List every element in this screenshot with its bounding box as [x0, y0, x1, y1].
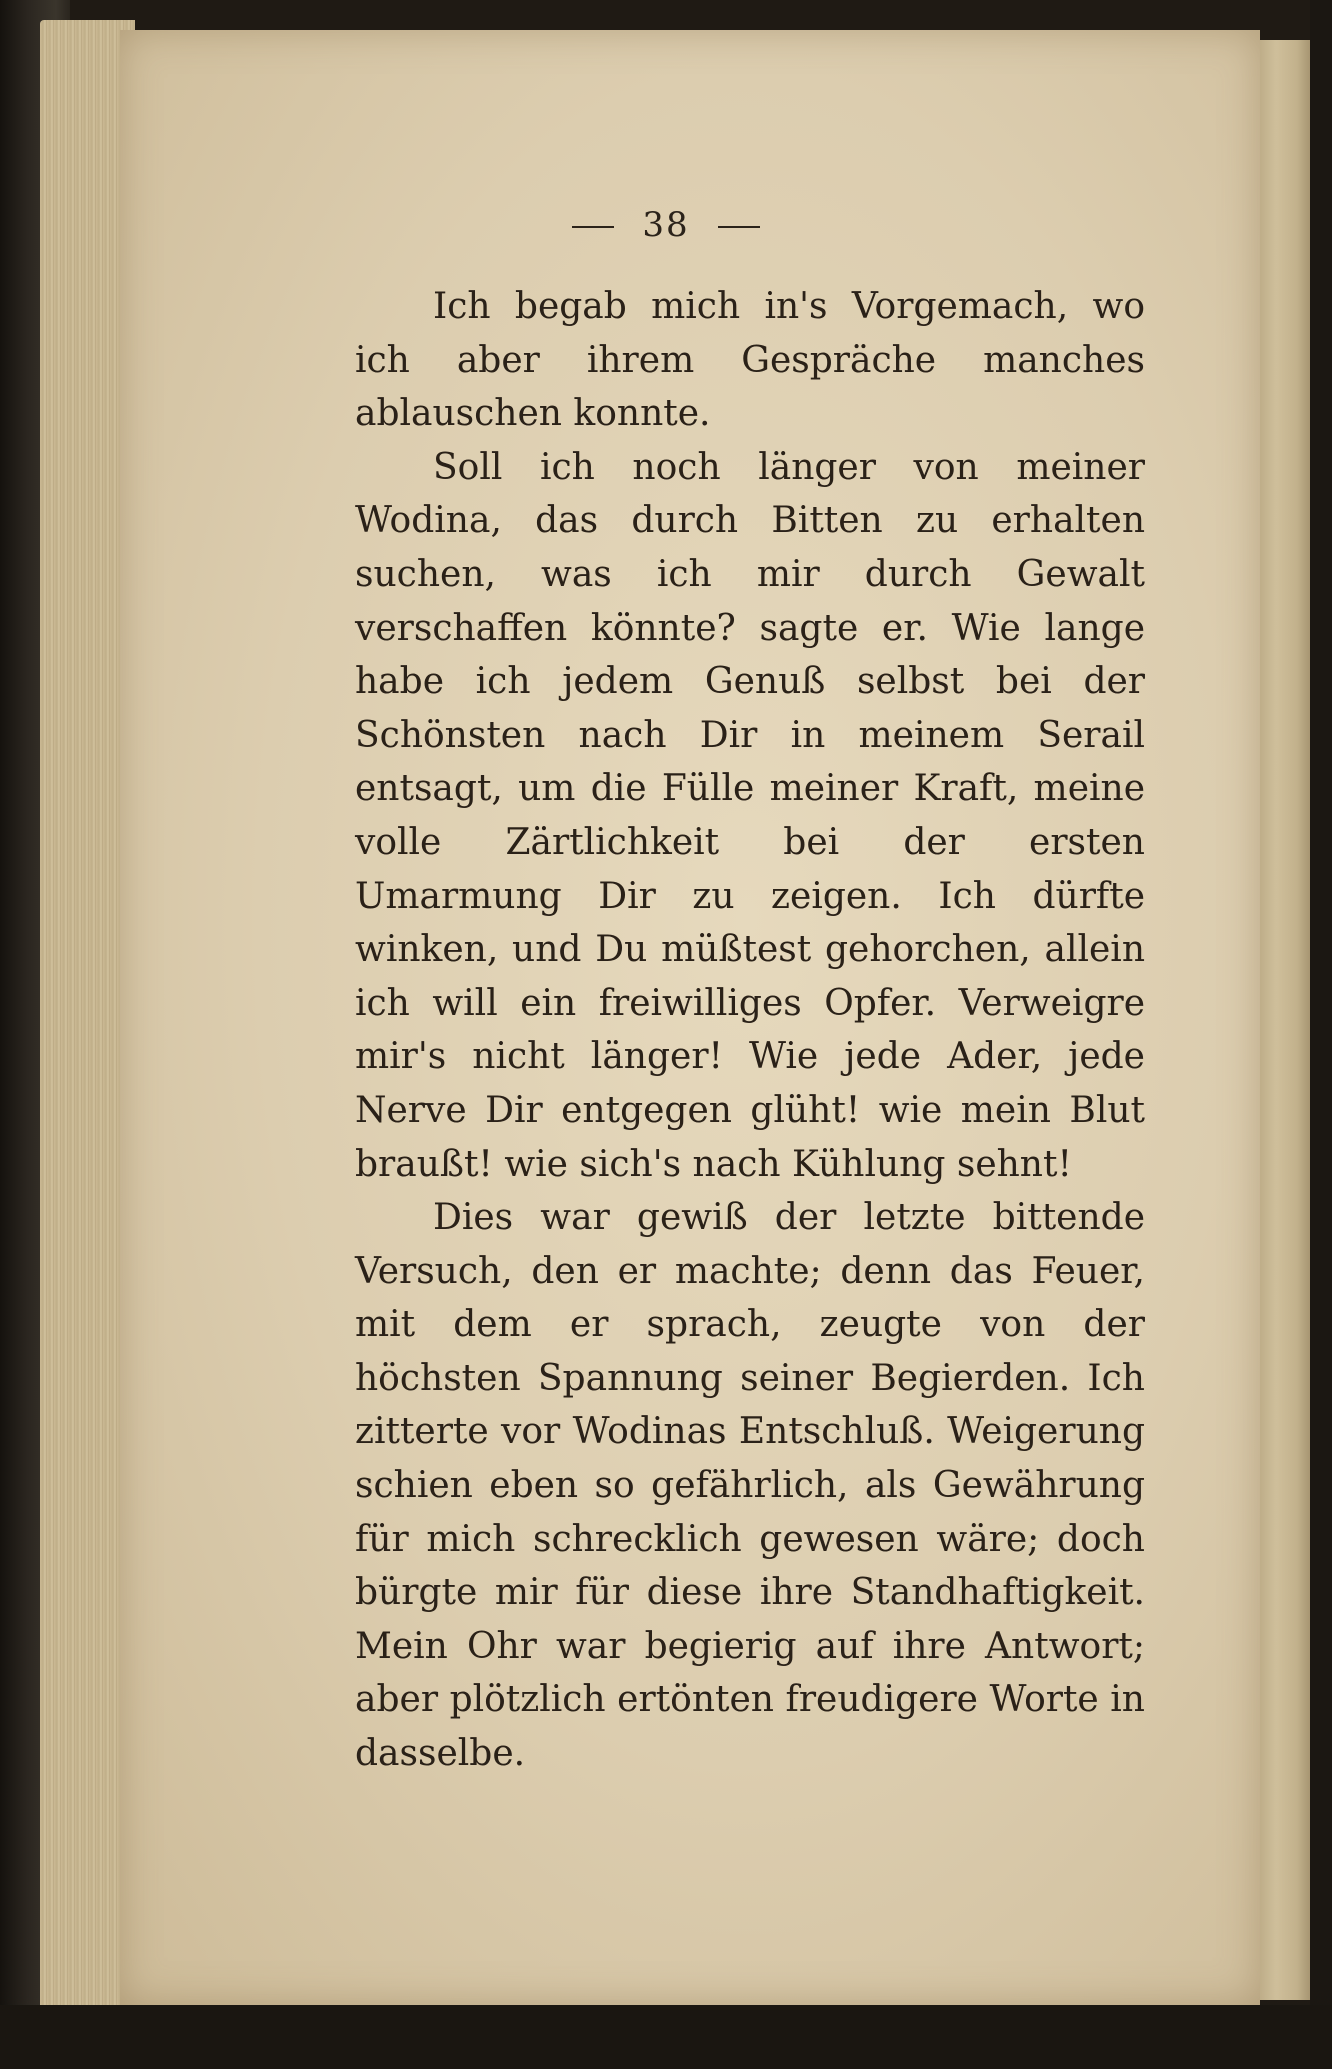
header-dash-left [572, 226, 614, 228]
body-text [355, 280, 1145, 1781]
header-dash-right [718, 226, 760, 228]
paragraph: Dies war gewiß der letzte bittende Versuch, den er machte; denn das Feuer, mit dem er sprach, zeugte von der höchsten Spannung seiner Begierden. Ich zitterte vor Wodinas Entschluß. Weigerung schien eben so gefährlich, als Gewährung für mich schrecklich gewesen wäre; doch bürgte mir für diese ihre Standhaftigkeit. Mein Ohr war begierig auf ihre Antwort; aber plötzlich ertönten freudigere Worte in dasselbe. [355, 1197, 1145, 1775]
page-header [0, 205, 1332, 245]
right-background [1310, 0, 1332, 2069]
right-page-edge [1255, 40, 1315, 2000]
bottom-background [0, 2005, 1332, 2069]
page-number: 38 [642, 205, 690, 245]
paragraph: Soll ich noch länger von meiner Wodina, das durch Bitten zu erhalten suchen, was ich mir durch Gewalt verschaffen könnte? sagte er. Wie lange habe ich jedem Genuß selbst bei der Schönsten nach Dir in meinem Serail entsagt, um die Fülle meiner Kraft, meine volle Zärtlichkeit bei der ersten Umarmung Dir zu zeigen. Ich dürfte winken, und Du müßtest gehorchen, allein ich will ein freiwilliges Opfer. Verweigre mir's nicht länger! Wie jede Ader, jede Nerve Dir entgegen glüht! wie mein Blut braußt! wie sich's nach Kühlung sehnt! [355, 446, 1145, 1185]
paragraph: Ich begab mich in's Vorgemach, wo ich aber ihrem Gespräche manches ablauschen konnte. [355, 286, 1145, 435]
